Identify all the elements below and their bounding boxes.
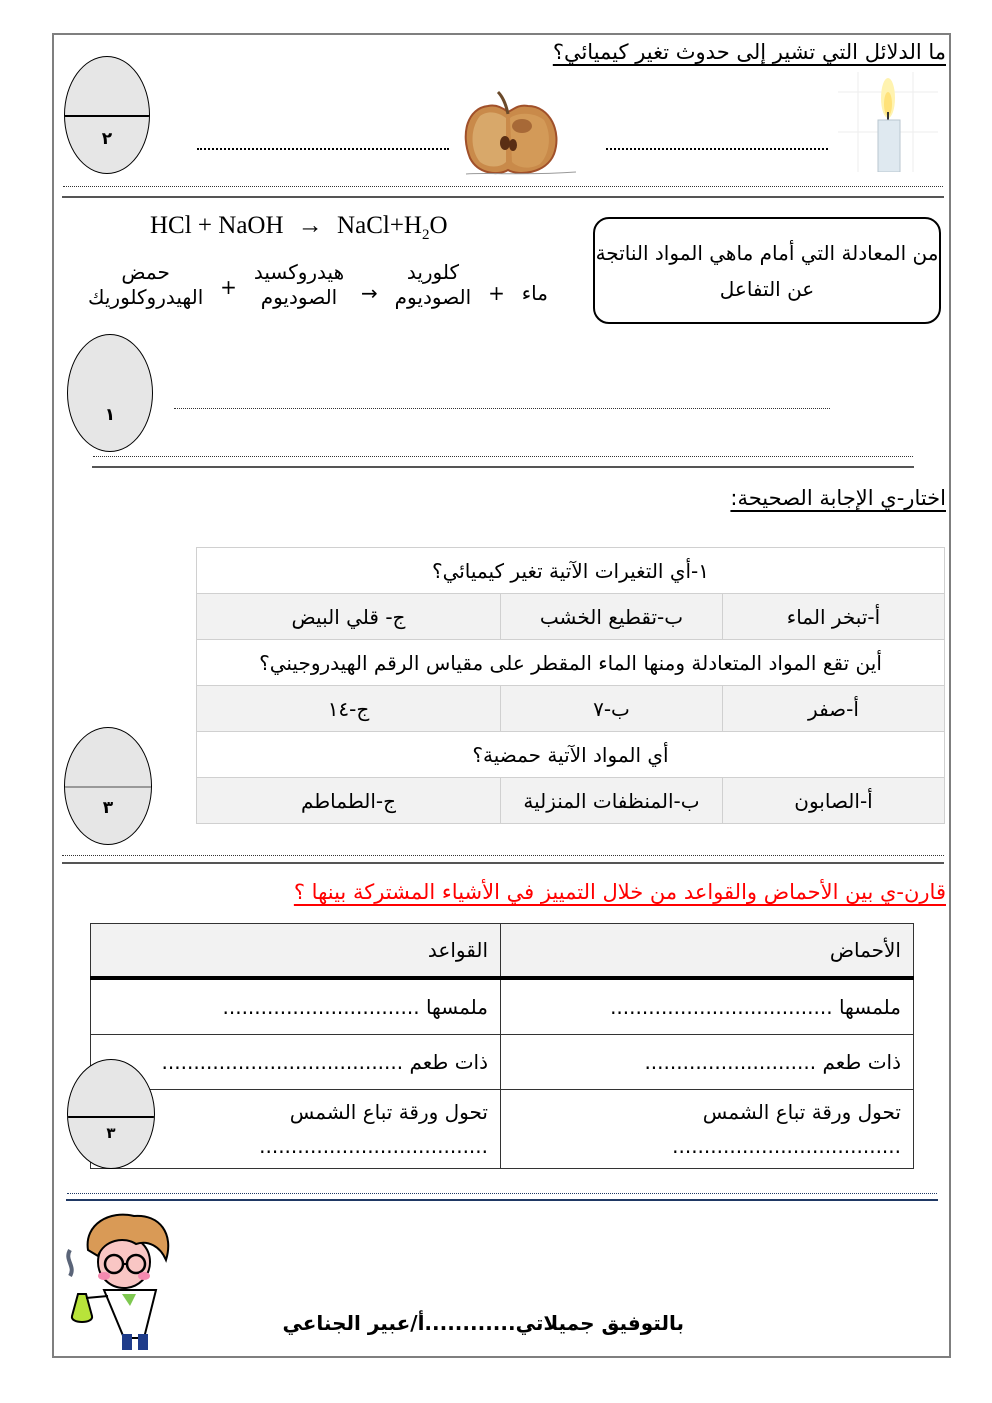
option-b[interactable]: ب-٧ (501, 686, 723, 732)
reactant-hydrochloric-acid (88, 260, 203, 310)
option-c[interactable]: ج- قلي البيض (197, 594, 501, 640)
section-divider (92, 466, 914, 468)
score-oval-4 (67, 1059, 155, 1169)
term-top: حمض (121, 260, 170, 284)
equation-subscript: 2 (421, 227, 430, 243)
score-value: ٣ (106, 1124, 116, 1142)
term-bottom: الهيدروكلوريك (88, 285, 204, 309)
section-divider (66, 1199, 938, 1201)
section1-title: ما الدلائل التي تشير إلى حدوث تغير كيميائي؟ (552, 40, 946, 64)
option-a[interactable]: أ-تبخر الماء (723, 594, 945, 640)
product-sodium-chloride (395, 260, 472, 310)
product-water: ماء (521, 281, 548, 305)
section-divider (62, 196, 944, 198)
score-oval-1 (64, 56, 150, 174)
section4-title: قارن-ي بين الأحماض والقواعد من خلال التمييز في الأشياء المشتركة بينها ؟ (293, 880, 946, 904)
question-2: أين تقع المواد المتعادلة ومنها الماء المقطر على مقياس الرقم الهيدروجيني؟ (197, 640, 945, 686)
bases-taste[interactable]: ذات طعم ...................................... (91, 1035, 501, 1090)
dotted-separator (93, 456, 913, 457)
section3-title: اختار-ي الإجابة الصحيحة: (730, 486, 946, 510)
score-oval-3 (64, 727, 152, 845)
equation-reactants: HCl + NaOH (150, 212, 284, 239)
bases-texture[interactable]: ملمسها ............................... (91, 978, 501, 1035)
question-box: من المعادلة التي أمام ماهي المواد الناتجة عن التفاعل (593, 217, 941, 324)
footer-signature: بالتوفيق جميلاتي............أ/عبير الجناعي (282, 1311, 684, 1335)
score-value: ١ (104, 405, 116, 425)
option-c[interactable]: ج-الطماطم (197, 778, 501, 824)
scientist-cartoon-image (64, 1210, 194, 1355)
plus-sign: + (220, 275, 237, 299)
term-bottom: الصوديوم (260, 285, 338, 309)
equation-arrow: → (297, 212, 323, 239)
plus-sign: + (488, 281, 505, 305)
option-c[interactable]: ج-١٤ (197, 686, 501, 732)
dotted-separator (63, 186, 943, 187)
comparison-table (90, 923, 914, 1169)
litmus-blank[interactable]: .................................... (672, 1134, 901, 1158)
question-1: ١-أي التغيرات الآتية تغير كيميائي؟ (197, 548, 945, 594)
term-bottom: الصوديوم (394, 285, 472, 309)
candle-image (838, 72, 938, 172)
section-divider (62, 862, 944, 864)
acids-litmus[interactable] (501, 1090, 914, 1169)
acids-taste[interactable]: ذات طعم ........................... (501, 1035, 914, 1090)
equation-products: NaCl+H (337, 212, 422, 239)
reaction-arrow: → (361, 281, 378, 305)
dotted-separator (67, 1193, 937, 1194)
header-acids: الأحماض (501, 924, 914, 979)
option-a[interactable]: أ-الصابون (723, 778, 945, 824)
answer-blank-apple[interactable] (197, 148, 449, 150)
term-top: كلوريد (406, 260, 460, 284)
chemical-equation (150, 212, 448, 244)
header-bases: القواعد (91, 924, 501, 979)
reactant-sodium-hydroxide (254, 260, 344, 310)
dotted-separator (62, 855, 944, 856)
litmus-label: تحول ورقة تباع الشمس (702, 1100, 901, 1124)
answer-blank-candle[interactable] (606, 148, 828, 150)
term-top: هيدروكسيد (253, 260, 345, 284)
score-value: ٣ (102, 798, 114, 818)
option-b[interactable]: ب-المنظفات المنزلية (501, 778, 723, 824)
answer-blank-products[interactable] (174, 408, 830, 409)
litmus-blank[interactable]: .................................... (259, 1134, 488, 1158)
equation-products-suffix: O (429, 212, 448, 239)
question-3: أي المواد الآتية حمضية؟ (197, 732, 945, 778)
score-value: ٢ (101, 129, 113, 149)
rotten-apple-image (458, 88, 578, 180)
litmus-label: تحول ورقة تباع الشمس (289, 1100, 488, 1124)
arabic-equation (88, 254, 548, 310)
acids-texture[interactable]: ملمسها ................................... (501, 978, 914, 1035)
option-b[interactable]: ب-تقطيع الخشب (501, 594, 723, 640)
option-a[interactable]: أ-صفر (723, 686, 945, 732)
mcq-table (196, 547, 945, 824)
score-oval-2 (67, 334, 153, 452)
